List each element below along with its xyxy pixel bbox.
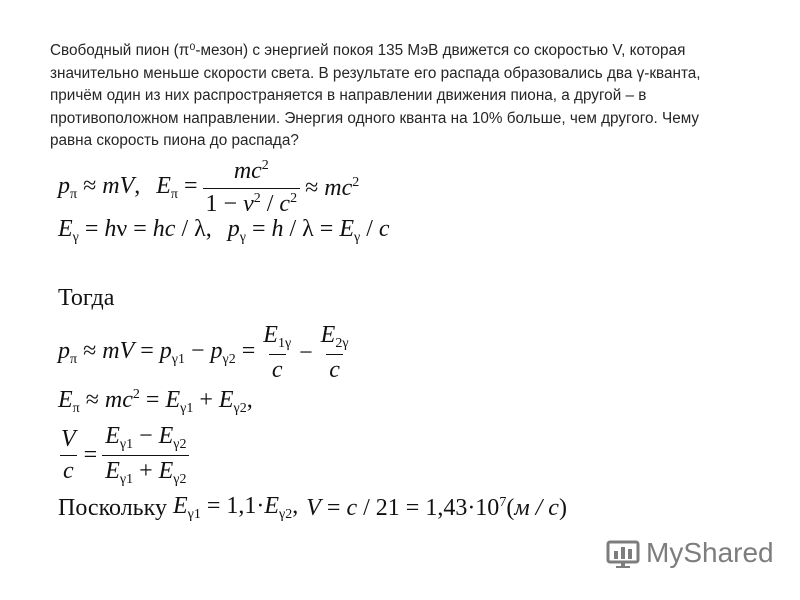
problem-statement	[50, 40, 765, 153]
problem-line: причём один из них распространяется в направлении движения пиона, а другой – в	[50, 87, 647, 104]
problem-line: противоположном направлении. Энергия одного кванта на 10% больше, чем другого. Чему	[50, 109, 700, 127]
equation-velocity-ratio: $\frac{V}{c}$ = $\frac{E_{\gamma 1} - E_{\gamma 2}}{E_{\gamma 1} + E_{\gamma 2}}$	[58, 423, 194, 488]
equation-photon: $E_\gamma = h\nu$ = hc / λ, $p_\gamma = h / \lambda = E_\gamma / c$	[58, 216, 390, 245]
watermark-text: MyShared	[646, 537, 774, 568]
myshared-watermark	[606, 536, 774, 570]
problem-line: равна скорость пиона до распада?	[50, 132, 299, 149]
slideshow-screen-icon	[606, 536, 640, 570]
equation-momentum-energy: $p_\pi$ ≈ mV, $E_\pi$ = $\frac{mc^2}{1 - v^2 / c^2}$ ≈ $mc^2$	[58, 158, 360, 217]
equation-final-result: Поскольку $E_{\gamma 1} = 1,1\cdot E_{\gamma 2}$, $V = c / 21 = 1,43\cdot 10^7(м / с)$	[58, 493, 567, 522]
problem-line: Свободный пион (π⁰-мезон) с энергией покоя 135 МэВ движется со скоростью V, которая	[50, 42, 686, 59]
problem-line: значительно меньше скорости света. В результате его распада образовались два γ-кванта,	[50, 64, 701, 82]
then-label: Тогда	[58, 285, 115, 311]
equation-energy-conservation: $E_\pi \approx mc^2 = E_{\gamma 1} + E_{\gamma 2}$,	[58, 387, 253, 416]
equation-momentum-conservation: $p_\pi$ ≈ mV = $p_{\gamma 1} - p_{\gamma 2}$ = $\frac{E_{1\gamma}}{c}$ − $\frac{E_{2\gamma}}{c}$	[58, 322, 349, 384]
